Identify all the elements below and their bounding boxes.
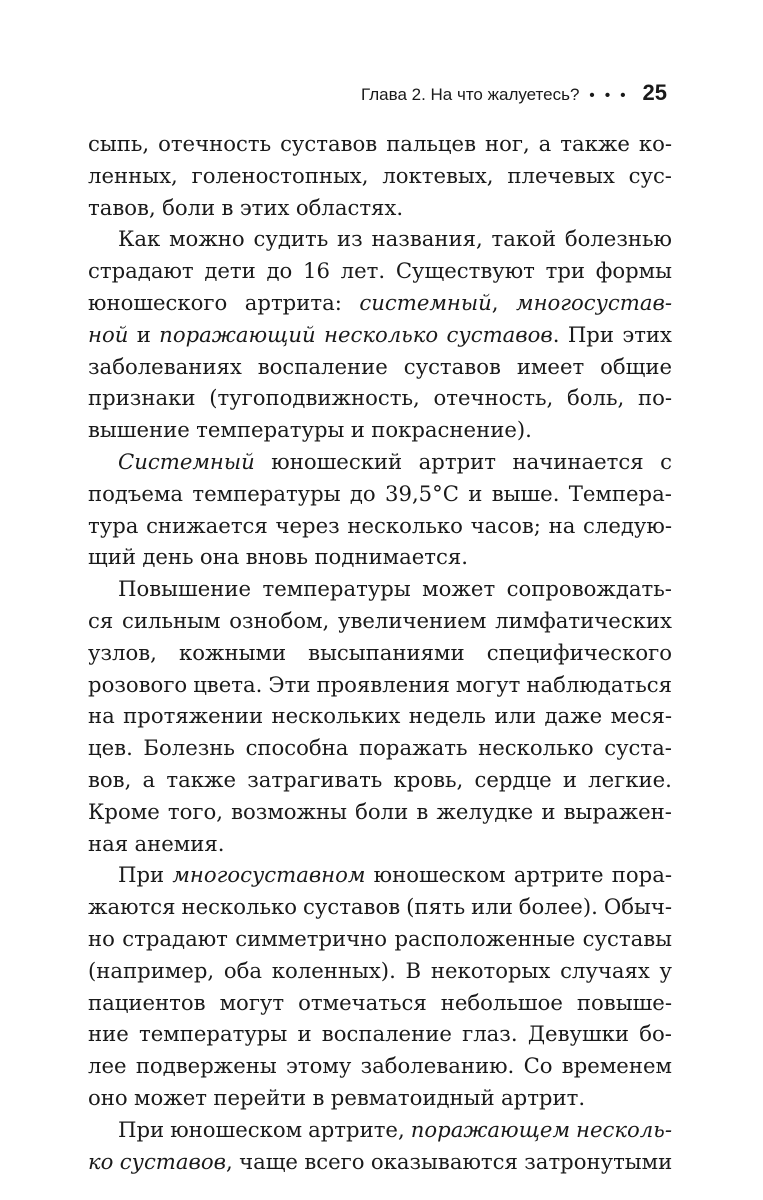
word: через — [275, 512, 340, 538]
word: 16 — [303, 258, 330, 284]
word: могут — [455, 671, 521, 697]
word: протяжении — [123, 703, 264, 729]
word: пациентов — [88, 989, 206, 1015]
word: снижается — [146, 512, 268, 538]
word: ная — [88, 830, 129, 856]
word: системный, — [359, 289, 499, 315]
word: температуры — [139, 1021, 288, 1047]
word: следую- — [583, 512, 672, 538]
word: щий — [88, 544, 136, 570]
word: она — [199, 544, 240, 570]
word: суставов — [403, 353, 501, 379]
word: (например, — [88, 957, 215, 983]
word: вов, — [88, 766, 132, 792]
word: Болезнь — [143, 735, 235, 761]
word: поражать — [359, 735, 468, 761]
word: увеличением — [338, 607, 487, 633]
word: температуры — [196, 417, 345, 443]
word: глаз. — [462, 1021, 518, 1047]
text-line — [88, 891, 672, 923]
word: суста- — [604, 735, 672, 761]
word: недель — [408, 703, 486, 729]
word: юношеском — [170, 1116, 303, 1142]
word: При — [118, 862, 165, 888]
word: легкие. — [588, 766, 672, 792]
word: страдают — [88, 258, 194, 284]
word: с — [660, 448, 672, 474]
page-number: 25 — [642, 80, 667, 105]
word: артрита: — [244, 289, 342, 315]
word: артрите — [513, 862, 604, 888]
word: Системный — [118, 448, 255, 474]
word: При — [567, 321, 614, 347]
word: или — [494, 703, 537, 729]
word: жаются — [88, 894, 176, 920]
word: нескольких — [271, 703, 401, 729]
word: В — [405, 957, 422, 983]
text-line — [88, 1146, 672, 1178]
word: отечность, — [433, 385, 554, 411]
word: сус- — [628, 162, 672, 188]
text-line — [88, 764, 672, 796]
text-line — [88, 446, 672, 478]
word: временем — [561, 1053, 672, 1079]
text-line — [88, 510, 672, 542]
word: выражен- — [563, 798, 672, 824]
word: также — [560, 131, 630, 156]
word: имеет — [516, 353, 585, 379]
word: оказываются — [370, 1148, 518, 1174]
text-line — [88, 160, 672, 192]
word: Эти — [268, 671, 311, 697]
word: повыше- — [576, 989, 672, 1015]
text-line — [88, 319, 672, 351]
word: Существуют — [395, 258, 535, 284]
word: также — [166, 766, 236, 792]
text-line — [88, 637, 672, 669]
word: ревматоидный — [330, 1084, 495, 1110]
word: расположенные — [394, 925, 576, 951]
word: выше. — [491, 480, 560, 506]
word: несколько — [347, 512, 463, 538]
word: тура — [88, 512, 139, 538]
word: ног, — [484, 131, 530, 156]
word: юношеский — [271, 448, 403, 474]
word: до — [349, 480, 376, 506]
word: формы — [595, 258, 672, 284]
word: ной — [88, 321, 129, 347]
word: вновь — [245, 544, 309, 570]
word: суставы — [582, 925, 672, 951]
word: сильным — [122, 607, 221, 633]
word: день — [142, 544, 194, 570]
word: локтевых, — [382, 162, 494, 188]
word: артрите, — [308, 1116, 405, 1142]
text-line — [88, 955, 672, 987]
word: ознобом, — [229, 607, 330, 633]
text-line — [88, 923, 672, 955]
word: заболеванию. — [360, 1053, 515, 1079]
text-line — [88, 223, 672, 255]
word: суставов, — [119, 1148, 233, 1174]
word: по- — [637, 385, 672, 411]
word: судить — [253, 226, 329, 252]
word: бо- — [639, 1021, 672, 1047]
word: анемия. — [134, 830, 225, 856]
word: возможны — [231, 798, 348, 824]
word: в — [416, 798, 429, 824]
word: многосуставном — [172, 862, 366, 888]
word: может — [134, 1084, 207, 1110]
word: может — [422, 576, 496, 602]
word: цев. — [88, 735, 133, 761]
word: всего — [304, 1148, 365, 1174]
word: даже — [544, 703, 603, 729]
word: и — [136, 321, 151, 347]
word: поднимается. — [314, 544, 468, 570]
word: или — [471, 894, 513, 920]
word: узлов, — [88, 639, 157, 665]
word: этих — [622, 321, 672, 347]
word: многосустав- — [516, 289, 672, 315]
word: поражающий — [159, 321, 316, 347]
word: голеностопных, — [191, 162, 369, 188]
text-line — [88, 987, 672, 1019]
word: Повышение — [118, 576, 252, 602]
word: на — [88, 703, 115, 729]
word: но — [88, 925, 115, 951]
word: этих — [239, 194, 290, 220]
text-line — [88, 669, 672, 701]
word: и — [468, 480, 483, 506]
text-line — [88, 573, 672, 605]
word: температуры — [192, 480, 341, 506]
word: оба — [223, 957, 263, 983]
word: ко — [88, 1148, 114, 1174]
word: ся — [88, 607, 114, 633]
word: температуры — [262, 576, 411, 602]
word: желудке — [436, 798, 534, 824]
word: страдают — [122, 925, 228, 951]
word: на — [548, 512, 576, 538]
word: лимфатических — [495, 607, 672, 633]
word: оно — [88, 1084, 128, 1110]
word: и — [562, 766, 577, 792]
word: поражающем — [410, 1116, 571, 1142]
word: Девушки — [527, 1021, 630, 1047]
word: наблюдаться — [526, 671, 672, 697]
word: боли — [162, 194, 216, 220]
word: несколько — [323, 321, 439, 347]
word: 39,5°С — [384, 480, 459, 506]
word: коленных). — [271, 957, 396, 983]
word: часов; — [470, 512, 541, 538]
text-line — [88, 605, 672, 637]
word: несколь- — [576, 1116, 672, 1142]
word: боли — [355, 798, 409, 824]
word: ние — [88, 1021, 129, 1047]
word: сыпь, — [88, 131, 150, 156]
word: несколько — [478, 735, 594, 761]
word: затронутыми — [524, 1148, 673, 1174]
header-dots-ornament: • • • — [589, 87, 629, 104]
word: Со — [523, 1053, 553, 1079]
word: и — [297, 1021, 312, 1047]
word: у — [659, 957, 672, 983]
word: до — [266, 258, 293, 284]
word: отмечаться — [298, 989, 427, 1015]
word: начинается — [512, 448, 644, 474]
word: проявления — [316, 671, 450, 697]
text-line — [88, 1082, 672, 1114]
word: (пять — [406, 894, 466, 920]
text-line — [88, 541, 672, 573]
word: способна — [245, 735, 349, 761]
word: При — [118, 1116, 165, 1142]
word: ленных, — [88, 162, 178, 188]
text-line — [88, 732, 672, 764]
word: суставов — [303, 894, 401, 920]
word: три — [545, 258, 586, 284]
word: несколько — [181, 894, 298, 920]
text-line — [88, 287, 672, 319]
word: и — [350, 417, 365, 443]
text-line — [88, 1114, 672, 1146]
word: затрагивать — [247, 766, 383, 792]
text-line — [88, 828, 672, 860]
word: ко- — [638, 131, 672, 156]
word: меся- — [610, 703, 672, 729]
running-header — [361, 80, 667, 106]
text-line — [88, 351, 672, 383]
word: а — [538, 131, 552, 156]
word: этому — [286, 1053, 352, 1079]
word: можно — [169, 226, 245, 252]
text-line — [88, 478, 672, 510]
text-line — [88, 128, 672, 160]
word: подвержены — [135, 1053, 277, 1079]
word: розового — [88, 671, 188, 697]
word: специфического — [486, 639, 672, 665]
text-line — [88, 192, 672, 224]
word: некоторых — [430, 957, 551, 983]
word: общие — [600, 353, 672, 379]
word: артрит. — [501, 1084, 586, 1110]
word: кровь, — [393, 766, 464, 792]
word: боль, — [566, 385, 625, 411]
word: тавов, — [88, 194, 156, 220]
word: а — [142, 766, 156, 792]
word: признаки — [88, 385, 196, 411]
word: могут — [219, 989, 285, 1015]
body-text — [88, 128, 672, 1177]
word: лее — [88, 1053, 127, 1079]
word: в — [312, 1084, 325, 1110]
word: воспаление — [257, 353, 388, 379]
word: суставов — [280, 131, 378, 156]
word: покраснение). — [371, 417, 532, 443]
word: Как — [118, 226, 161, 252]
text-line — [88, 796, 672, 828]
word: пальцев — [386, 131, 477, 156]
word: в — [221, 194, 234, 220]
text-line — [88, 382, 672, 414]
word: такой — [491, 226, 557, 252]
word: заболеваниях — [88, 353, 242, 379]
word: Темпера- — [568, 480, 672, 506]
word: суставов. — [446, 321, 560, 347]
word: небольшое — [440, 989, 563, 1015]
text-line — [88, 255, 672, 287]
word: кожными — [178, 639, 287, 665]
word: названия, — [371, 226, 483, 252]
word: из — [337, 226, 363, 252]
word: сердце — [474, 766, 552, 792]
chapter-title: Глава 2. На что жалуетесь? — [360, 85, 580, 104]
text-line — [88, 1050, 672, 1082]
word: случаях — [560, 957, 650, 983]
word: и — [541, 798, 556, 824]
text-line — [88, 700, 672, 732]
word: юношеском — [373, 862, 506, 888]
text-line — [88, 1018, 672, 1050]
word: отечность — [158, 131, 272, 156]
word: областях. — [295, 194, 404, 220]
word: симметрично — [235, 925, 388, 951]
word: воспаление — [321, 1021, 452, 1047]
word: того, — [167, 798, 223, 824]
word: болезнью — [564, 226, 672, 252]
text-line — [88, 414, 672, 446]
word: цвета. — [193, 671, 263, 697]
word: чаще — [239, 1148, 298, 1174]
word: сопровождать- — [506, 576, 672, 602]
word: плечевых — [507, 162, 615, 188]
word: лет. — [340, 258, 386, 284]
word: более). — [518, 894, 598, 920]
word: перейти — [213, 1084, 307, 1110]
word: (тугоподвижность, — [209, 385, 420, 411]
word: вышение — [88, 417, 190, 443]
word: пора- — [611, 862, 672, 888]
word: Обыч- — [603, 894, 672, 920]
word: дети — [204, 258, 256, 284]
word: подъема — [88, 480, 184, 506]
word: высыпаниями — [308, 639, 465, 665]
word: Кроме — [88, 798, 160, 824]
text-line — [88, 859, 672, 891]
word: юношеского — [88, 289, 228, 315]
word: артрит — [418, 448, 496, 474]
